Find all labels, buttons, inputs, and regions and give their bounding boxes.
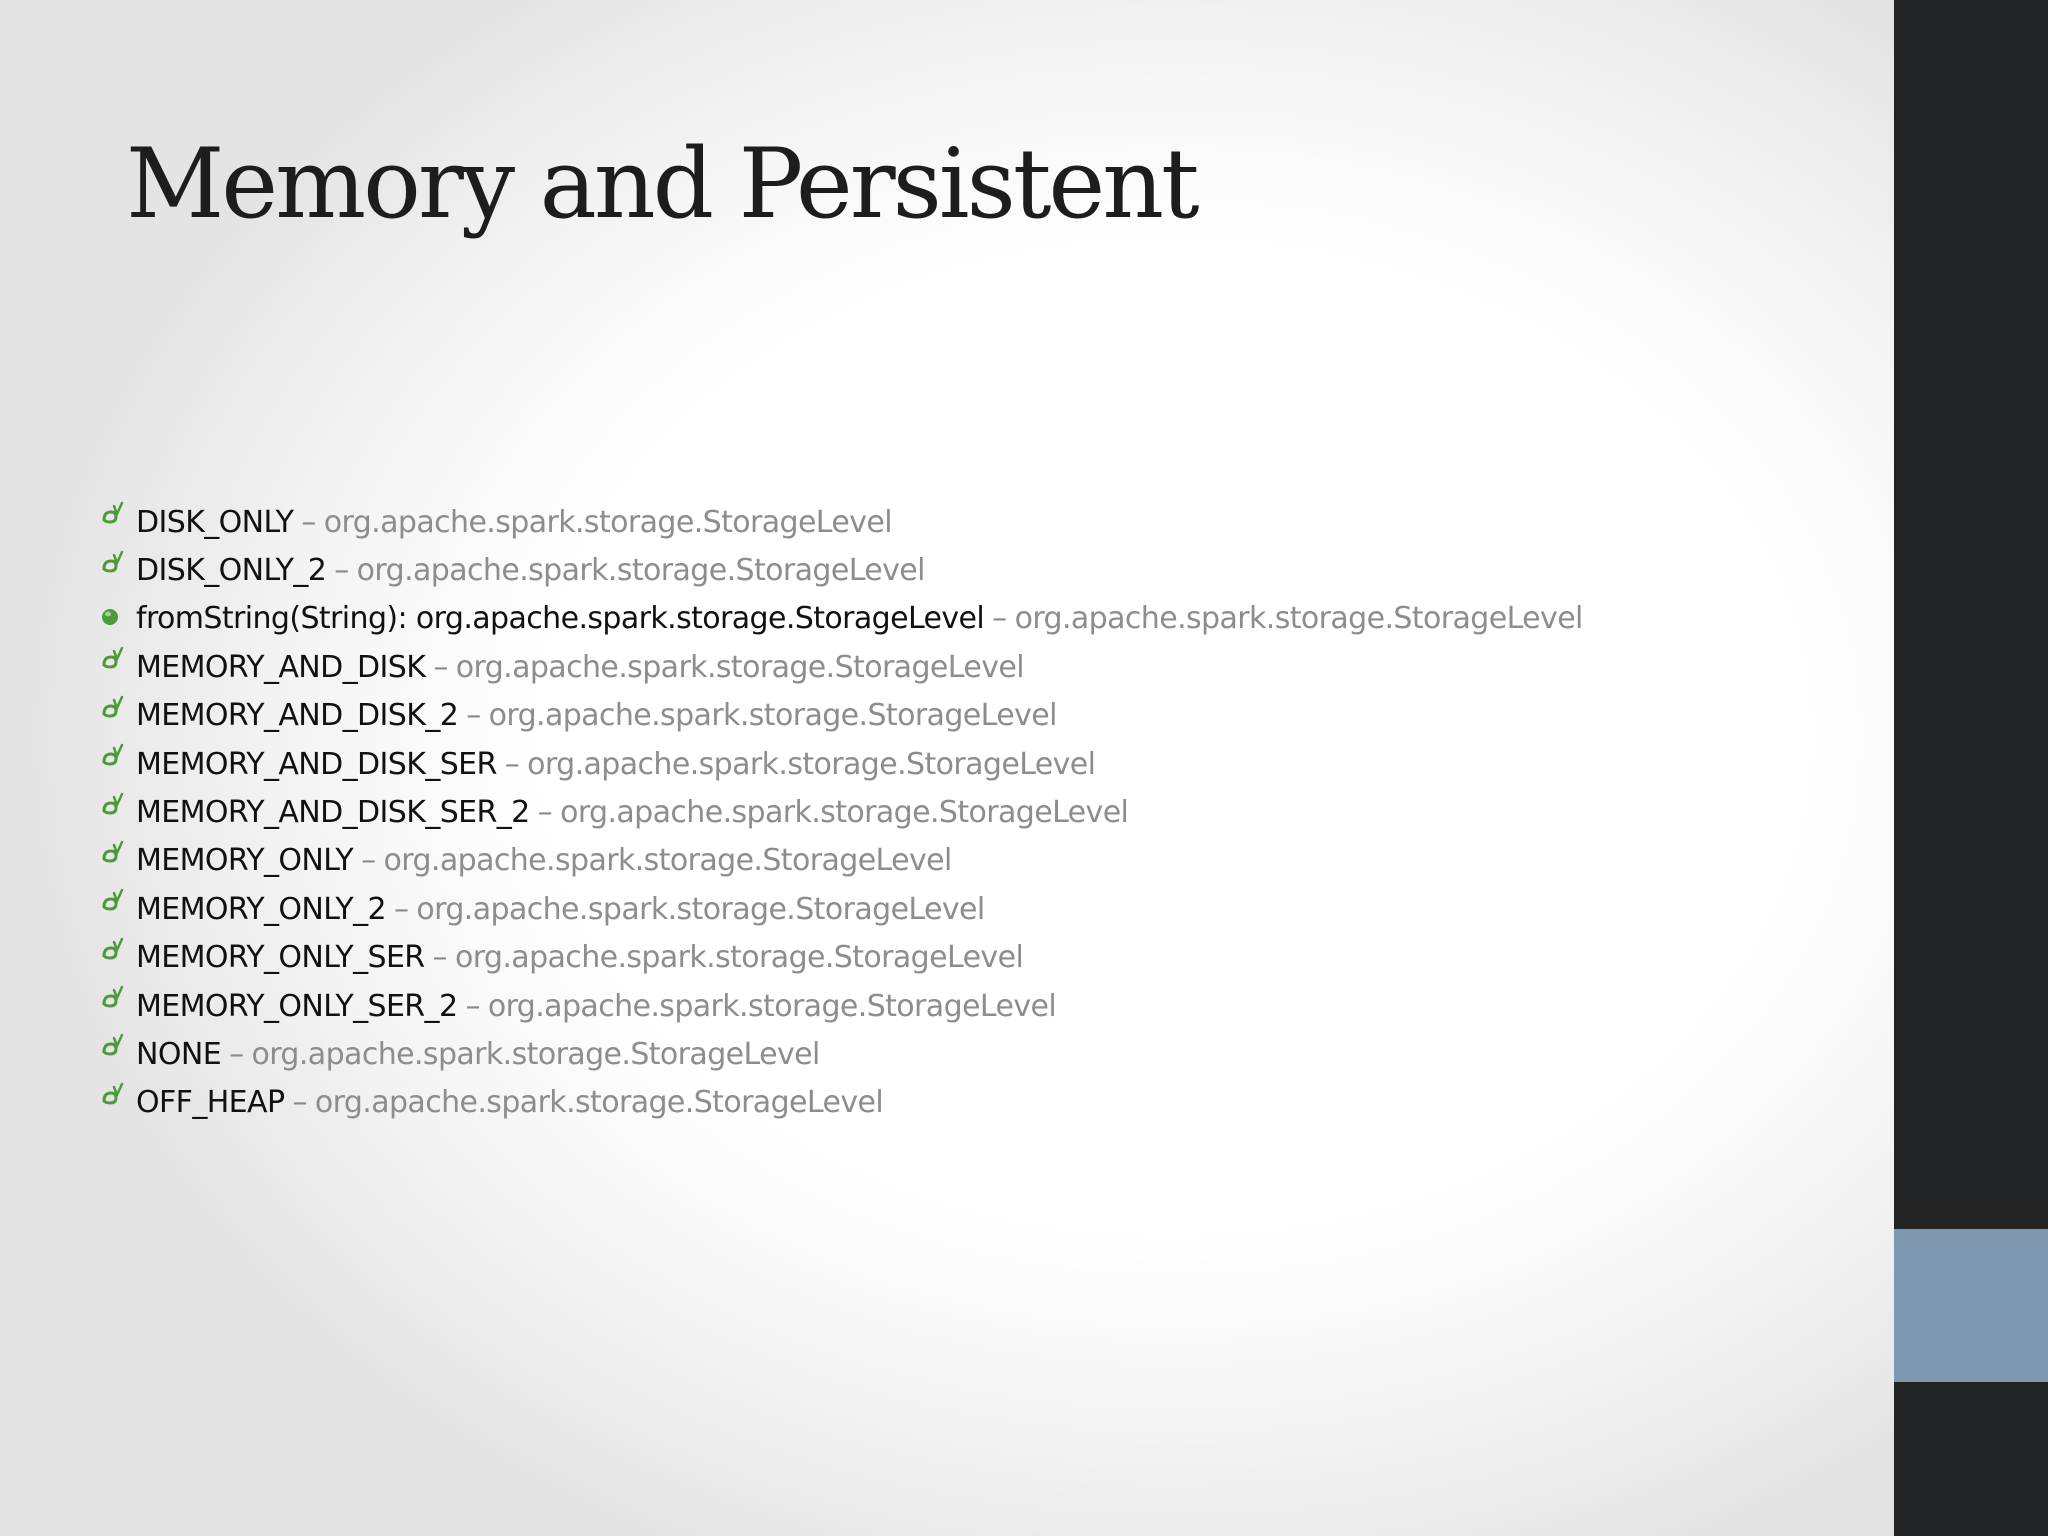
storage-level-list (100, 498, 1583, 1127)
list-item (100, 498, 1583, 546)
static-field-icon (100, 791, 124, 819)
static-field-icon (100, 1081, 124, 1109)
item-package: org.apache.spark.storage.StorageLevel (454, 940, 1024, 976)
item-package: org.apache.spark.storage.StorageLevel (356, 553, 925, 589)
item-package: org.apache.spark.storage.StorageLevel (488, 698, 1057, 734)
static-field-icon (100, 984, 124, 1012)
item-package: org.apache.spark.storage.StorageLevel (487, 988, 1057, 1024)
item-separator: – (393, 891, 409, 927)
item-name: MEMORY_AND_DISK (136, 649, 426, 685)
item-package: org.apache.spark.storage.StorageLevel (527, 746, 1096, 782)
list-item (100, 643, 1583, 691)
item-name: OFF_HEAP (136, 1085, 285, 1121)
item-separator: – (504, 746, 520, 782)
item-separator: – (334, 553, 349, 589)
public-method-icon (100, 597, 124, 625)
static-field-icon (100, 549, 124, 577)
list-item (100, 934, 1583, 982)
item-name: MEMORY_ONLY_2 (136, 891, 386, 927)
list-item (100, 837, 1583, 885)
item-package: org.apache.spark.storage.StorageLevel (1014, 601, 1583, 637)
list-item (100, 1030, 1583, 1078)
item-package: org.apache.spark.storage.StorageLevel (455, 649, 1024, 685)
item-separator: – (992, 601, 1007, 637)
static-field-icon (100, 887, 124, 915)
list-item (100, 788, 1583, 836)
item-package: org.apache.spark.storage.StorageLevel (560, 795, 1129, 831)
list-item (100, 692, 1583, 740)
item-name: MEMORY_ONLY_SER (136, 940, 425, 976)
item-separator: – (292, 1085, 307, 1121)
item-package: org.apache.spark.storage.StorageLevel (251, 1036, 820, 1072)
list-item (100, 546, 1583, 594)
item-name: NONE (136, 1036, 222, 1072)
item-name: MEMORY_ONLY_SER_2 (136, 988, 458, 1024)
item-separator: – (537, 795, 553, 831)
item-package: org.apache.spark.storage.StorageLevel (314, 1085, 884, 1121)
slide-title: Memory and Persistent (126, 128, 1197, 240)
static-field-icon (100, 742, 124, 770)
item-separator: – (432, 940, 447, 976)
item-name: MEMORY_AND_DISK_SER (136, 746, 497, 782)
item-separator: – (465, 988, 480, 1024)
item-name: MEMORY_AND_DISK_SER_2 (136, 795, 530, 831)
decorative-sidebar-accent (1894, 1229, 2048, 1382)
list-item (100, 982, 1583, 1030)
item-package: org.apache.spark.storage.StorageLevel (383, 843, 952, 879)
item-separator: – (301, 504, 316, 540)
static-field-icon (100, 839, 124, 867)
item-separator: – (361, 843, 376, 879)
list-item (100, 595, 1583, 643)
list-item (100, 1079, 1583, 1127)
static-field-icon (100, 645, 124, 673)
static-field-icon (100, 500, 124, 528)
list-item (100, 740, 1583, 788)
item-name: MEMORY_AND_DISK_2 (136, 698, 459, 734)
item-name: DISK_ONLY (136, 504, 294, 540)
static-field-icon (100, 936, 124, 964)
static-field-icon (100, 1032, 124, 1060)
item-name: DISK_ONLY_2 (136, 553, 327, 589)
item-package: org.apache.spark.storage.StorageLevel (416, 891, 985, 927)
item-package: org.apache.spark.storage.StorageLevel (323, 504, 893, 540)
item-separator: – (466, 698, 481, 734)
item-name: fromString(String): org.apache.spark.storage.StorageLevel (136, 601, 985, 637)
item-name: MEMORY_ONLY (136, 843, 354, 879)
static-field-icon (100, 694, 124, 722)
item-separator: – (433, 649, 448, 685)
list-item (100, 885, 1583, 933)
item-separator: – (229, 1036, 244, 1072)
